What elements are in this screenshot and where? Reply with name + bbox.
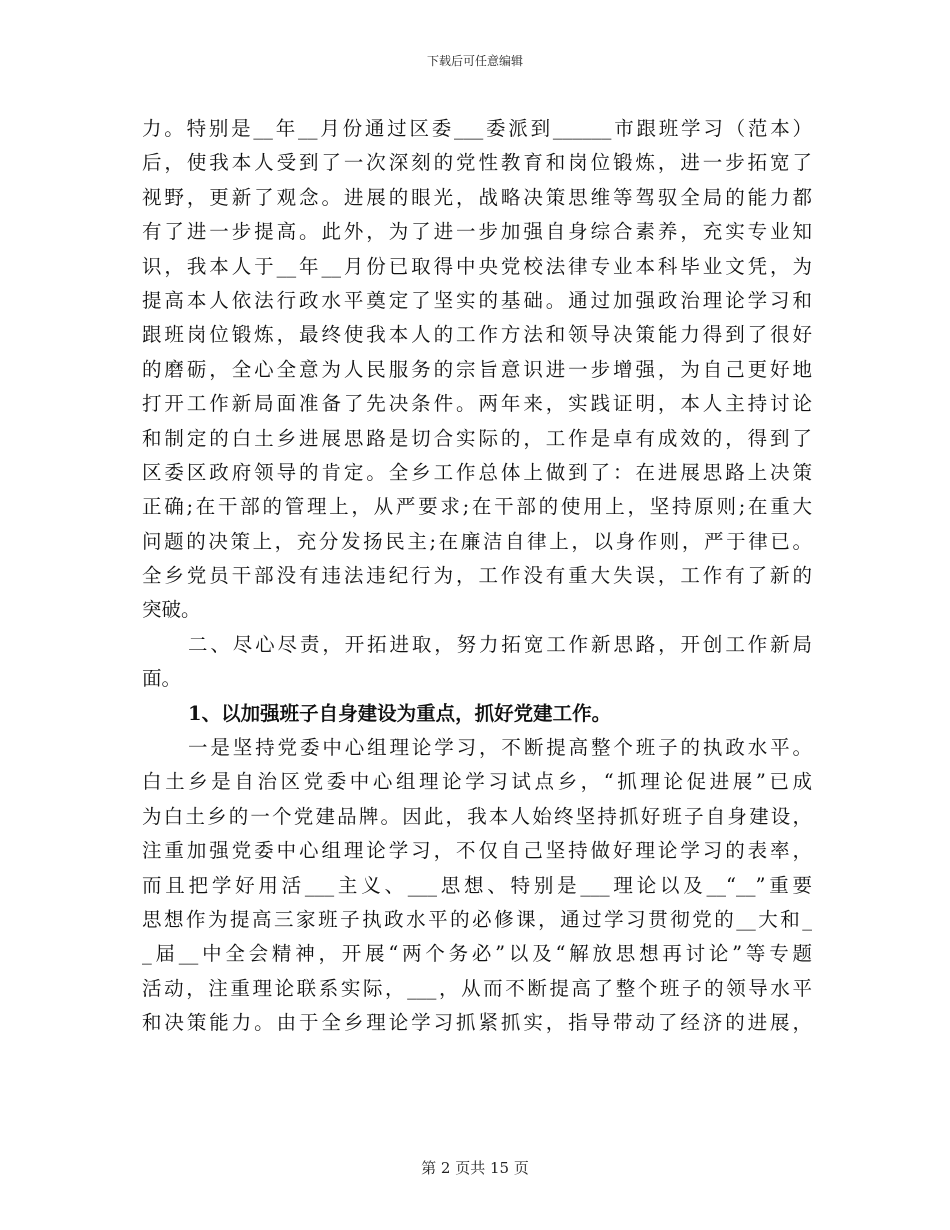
text-line: 一是坚持党委中心组理论学习，不断提高整个班子的执政水平。 (188, 736, 812, 760)
text-line: 的磨砺，全心全意为人民服务的宗旨意识进一步增强，为自己更好地 (142, 357, 812, 381)
text-line: 区委区政府领导的肯定。全乡工作总体上做到了：在进展思路上决策 (142, 460, 812, 484)
text-line: 有了进一步提高。此外，为了进一步加强自身综合素养，充实专业知 (142, 220, 812, 244)
text-line: 视野，更新了观念。进展的眼光，战略决策思维等驾驭全局的能力都 (142, 185, 812, 209)
text-line: 正确;在干部的管理上，从严要求;在干部的使用上，坚持原则;在重大 (142, 495, 812, 519)
text-line: 后，使我本人受到了一次深刻的党性教育和岗位锻炼，进一步拓宽了 (142, 151, 812, 175)
text-line: 和制定的白土乡进展思路是切合实际的，工作是卓有成效的，得到了 (142, 426, 812, 450)
text-line: 力。特别是__年__月份通过区委___委派到______市跟班学习（范本） (142, 117, 812, 140)
text-line: 跟班岗位锻炼，最终使我本人的工作方法和领导决策能力得到了很好 (142, 323, 812, 347)
text-line: 和决策能力。由于全乡理论学习抓紧抓实，指导带动了经济的进展， (142, 1011, 812, 1035)
document-body (142, 112, 812, 1041)
text-line: 识，我本人于__年__月份已取得中央党校法律专业本科毕业文凭，为 (142, 254, 812, 278)
section-heading-line: 1、以加强班子自身建设为重点，抓好党建工作。 (188, 701, 612, 725)
text-line: 问题的决策上，充分发扬民主;在廉洁自律上，以身作则，严于律已。 (142, 529, 812, 553)
text-line: 而且把学好用活___主义、___思想、特别是___理论以及__“__”重要 (142, 873, 812, 897)
text-line: 二、尽心尽责，开拓进取，努力拓宽工作新思路，开创工作新局 (188, 632, 812, 656)
text-line: 为白土乡的一个党建品牌。因此，我本人始终坚持抓好班子自身建设， (142, 804, 812, 828)
text-line: 突破。 (142, 598, 201, 622)
text-line: 注重加强党委中心组理论学习，不仅自己坚持做好理论学习的表率， (142, 839, 812, 863)
page-header: 下载后可任意编辑 (426, 54, 523, 68)
text-line: 打开工作新局面准备了先决条件。两年来，实践证明，本人主持讨论 (142, 392, 812, 416)
text-line: 活动，注重理论联系实际，___，从而不断提高了整个班子的领导水平 (142, 976, 812, 1000)
page-footer: 第 2 页共 15 页 (421, 1159, 529, 1177)
text-line: 提高本人依法行政水平奠定了坚实的基础。通过加强政治理论学习和 (142, 288, 812, 312)
text-line: 面。 (142, 667, 182, 691)
text-line: _届__中全会精神，开展“两个务必”以及“解放思想再讨论”等专题 (142, 942, 812, 966)
text-line: 思想作为提高三家班子执政水平的必修课，通过学习贯彻党的__大和_ (142, 907, 812, 931)
text-line: 白土乡是自治区党委中心组理论学习试点乡，“抓理论促进展”已成 (142, 770, 812, 794)
text-line: 全乡党员干部没有违法违纪行为，工作没有重大失误，工作有了新的 (142, 564, 812, 588)
